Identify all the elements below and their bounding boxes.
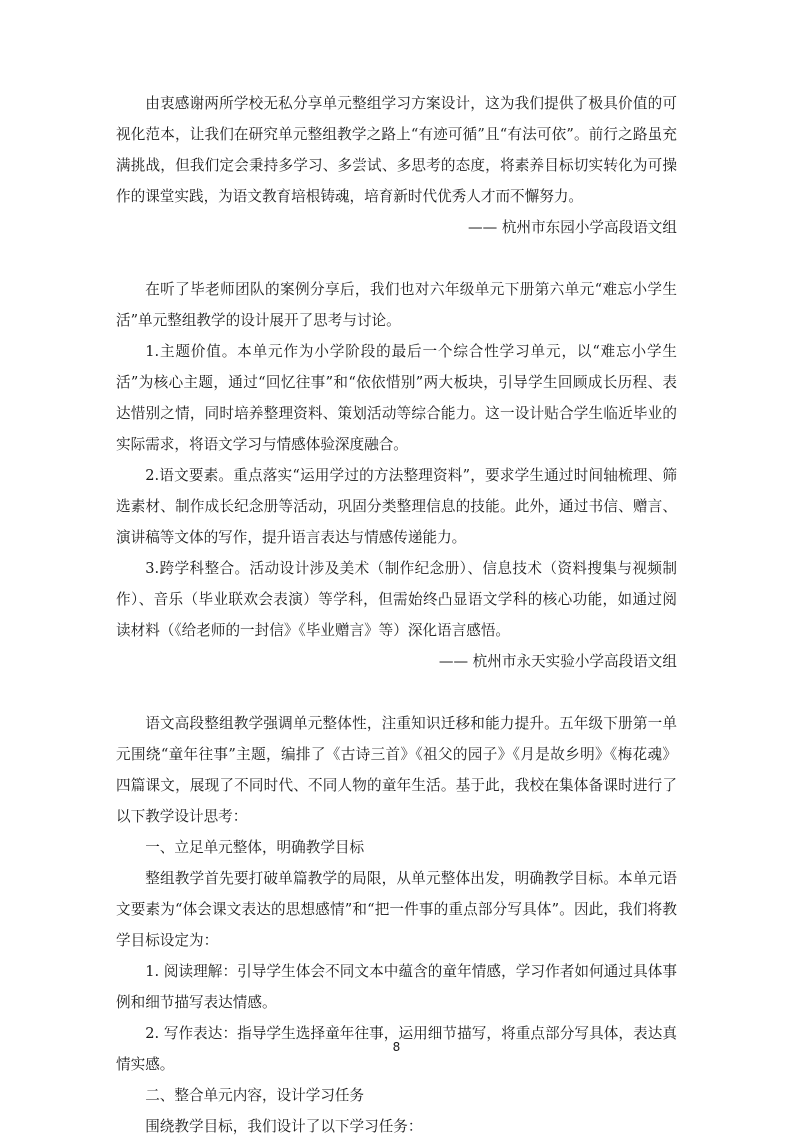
paragraph-theme-value: 1.主题价值。本单元作为小学阶段的最后一个综合性学习单元，以“难忘小学生活”为核心主题，通过“回忆往事”和“依依惜别”两大板块，引导学生回顾成长历程、表达惜别之情，同时培养整理资料、策划活动等综合能力。这一设计贴合学生临近毕业的实际需求，将语文学习与情感体验深度融合。 xyxy=(116,343,677,453)
signature-yongtian: —— 杭州市永天实验小学高段语文组 xyxy=(438,653,677,670)
paragraph-section-one: 整组教学首先要打破单篇教学的局限，从单元整体出发，明确教学目标。本单元语文要素为“体会课文表达的思想感情”和“把一件事的重点部分写具体”。因此，我们将教学目标设定为： xyxy=(116,870,677,949)
page-body xyxy=(116,88,677,1142)
paragraph-intro-grade6: 在听了毕老师团队的案例分享后，我们也对六年级单元下册第六单元“难忘小学生活”单元整组教学的设计展开了思考与讨论。 xyxy=(116,281,677,329)
paragraph-intro-grade5: 语文高段整组教学强调单元整体性，注重知识迁移和能力提升。五年级下册第一单元围绕“童年往事”主题，编排了《古诗三首》《祖父的园子》《月是故乡明》《梅花魂》四篇课文，展现了不同时代、不同人物的童年生活。基于此，我校在集体备课时进行了以下教学设计思考： xyxy=(116,715,677,825)
page-number: 8 xyxy=(392,1040,401,1054)
signature-dongyuan: —— 杭州市东园小学高段语文组 xyxy=(468,219,677,236)
heading-section-one: 一、立足单元整体，明确教学目标 xyxy=(145,839,365,856)
paragraph-section-two: 围绕教学目标，我们设计了以下学习任务： xyxy=(145,1118,423,1135)
heading-section-two: 二、整合单元内容，设计学习任务 xyxy=(145,1087,365,1104)
paragraph-goal-reading: 1. 阅读理解：引导学生体会不同文本中蕴含的童年情感，学习作者如何通过具体事例和细节描写表达情感。 xyxy=(116,963,677,1011)
paragraph-gratitude: 由衷感谢两所学校无私分享单元整组学习方案设计，这为我们提供了极具价值的可视化范本，让我们在研究单元整组教学之路上“有迹可循”且“有法可依”。前行之路虽充满挑战，但我们定会秉持多学习、多尝试、多思考的态度，将素养目标切实转化为可操作的课堂实践，为语文教育培根铸魂，培育新时代优秀人才而不懈努力。 xyxy=(116,95,677,205)
paragraph-cross-subject: 3.跨学科整合。活动设计涉及美术（制作纪念册）、信息技术（资料搜集与视频制作）、音乐（毕业联欢会表演）等学科，但需始终凸显语文学科的核心功能，如通过阅读材料（《给老师的一封信》《毕业赠言》等）深化语言感悟。 xyxy=(116,560,677,639)
paragraph-goal-writing: 2. 写作表达：指导学生选择童年往事，运用细节描写，将重点部分写具体，表达真情实感。 xyxy=(116,1025,677,1073)
paragraph-language-elements: 2.语文要素。重点落实“运用学过的方法整理资料”，要求学生通过时间轴梳理、筛选素材、制作成长纪念册等活动，巩固分类整理信息的技能。此外，通过书信、赠言、演讲稿等文体的写作，提升语言表达与情感传递能力。 xyxy=(116,467,677,546)
